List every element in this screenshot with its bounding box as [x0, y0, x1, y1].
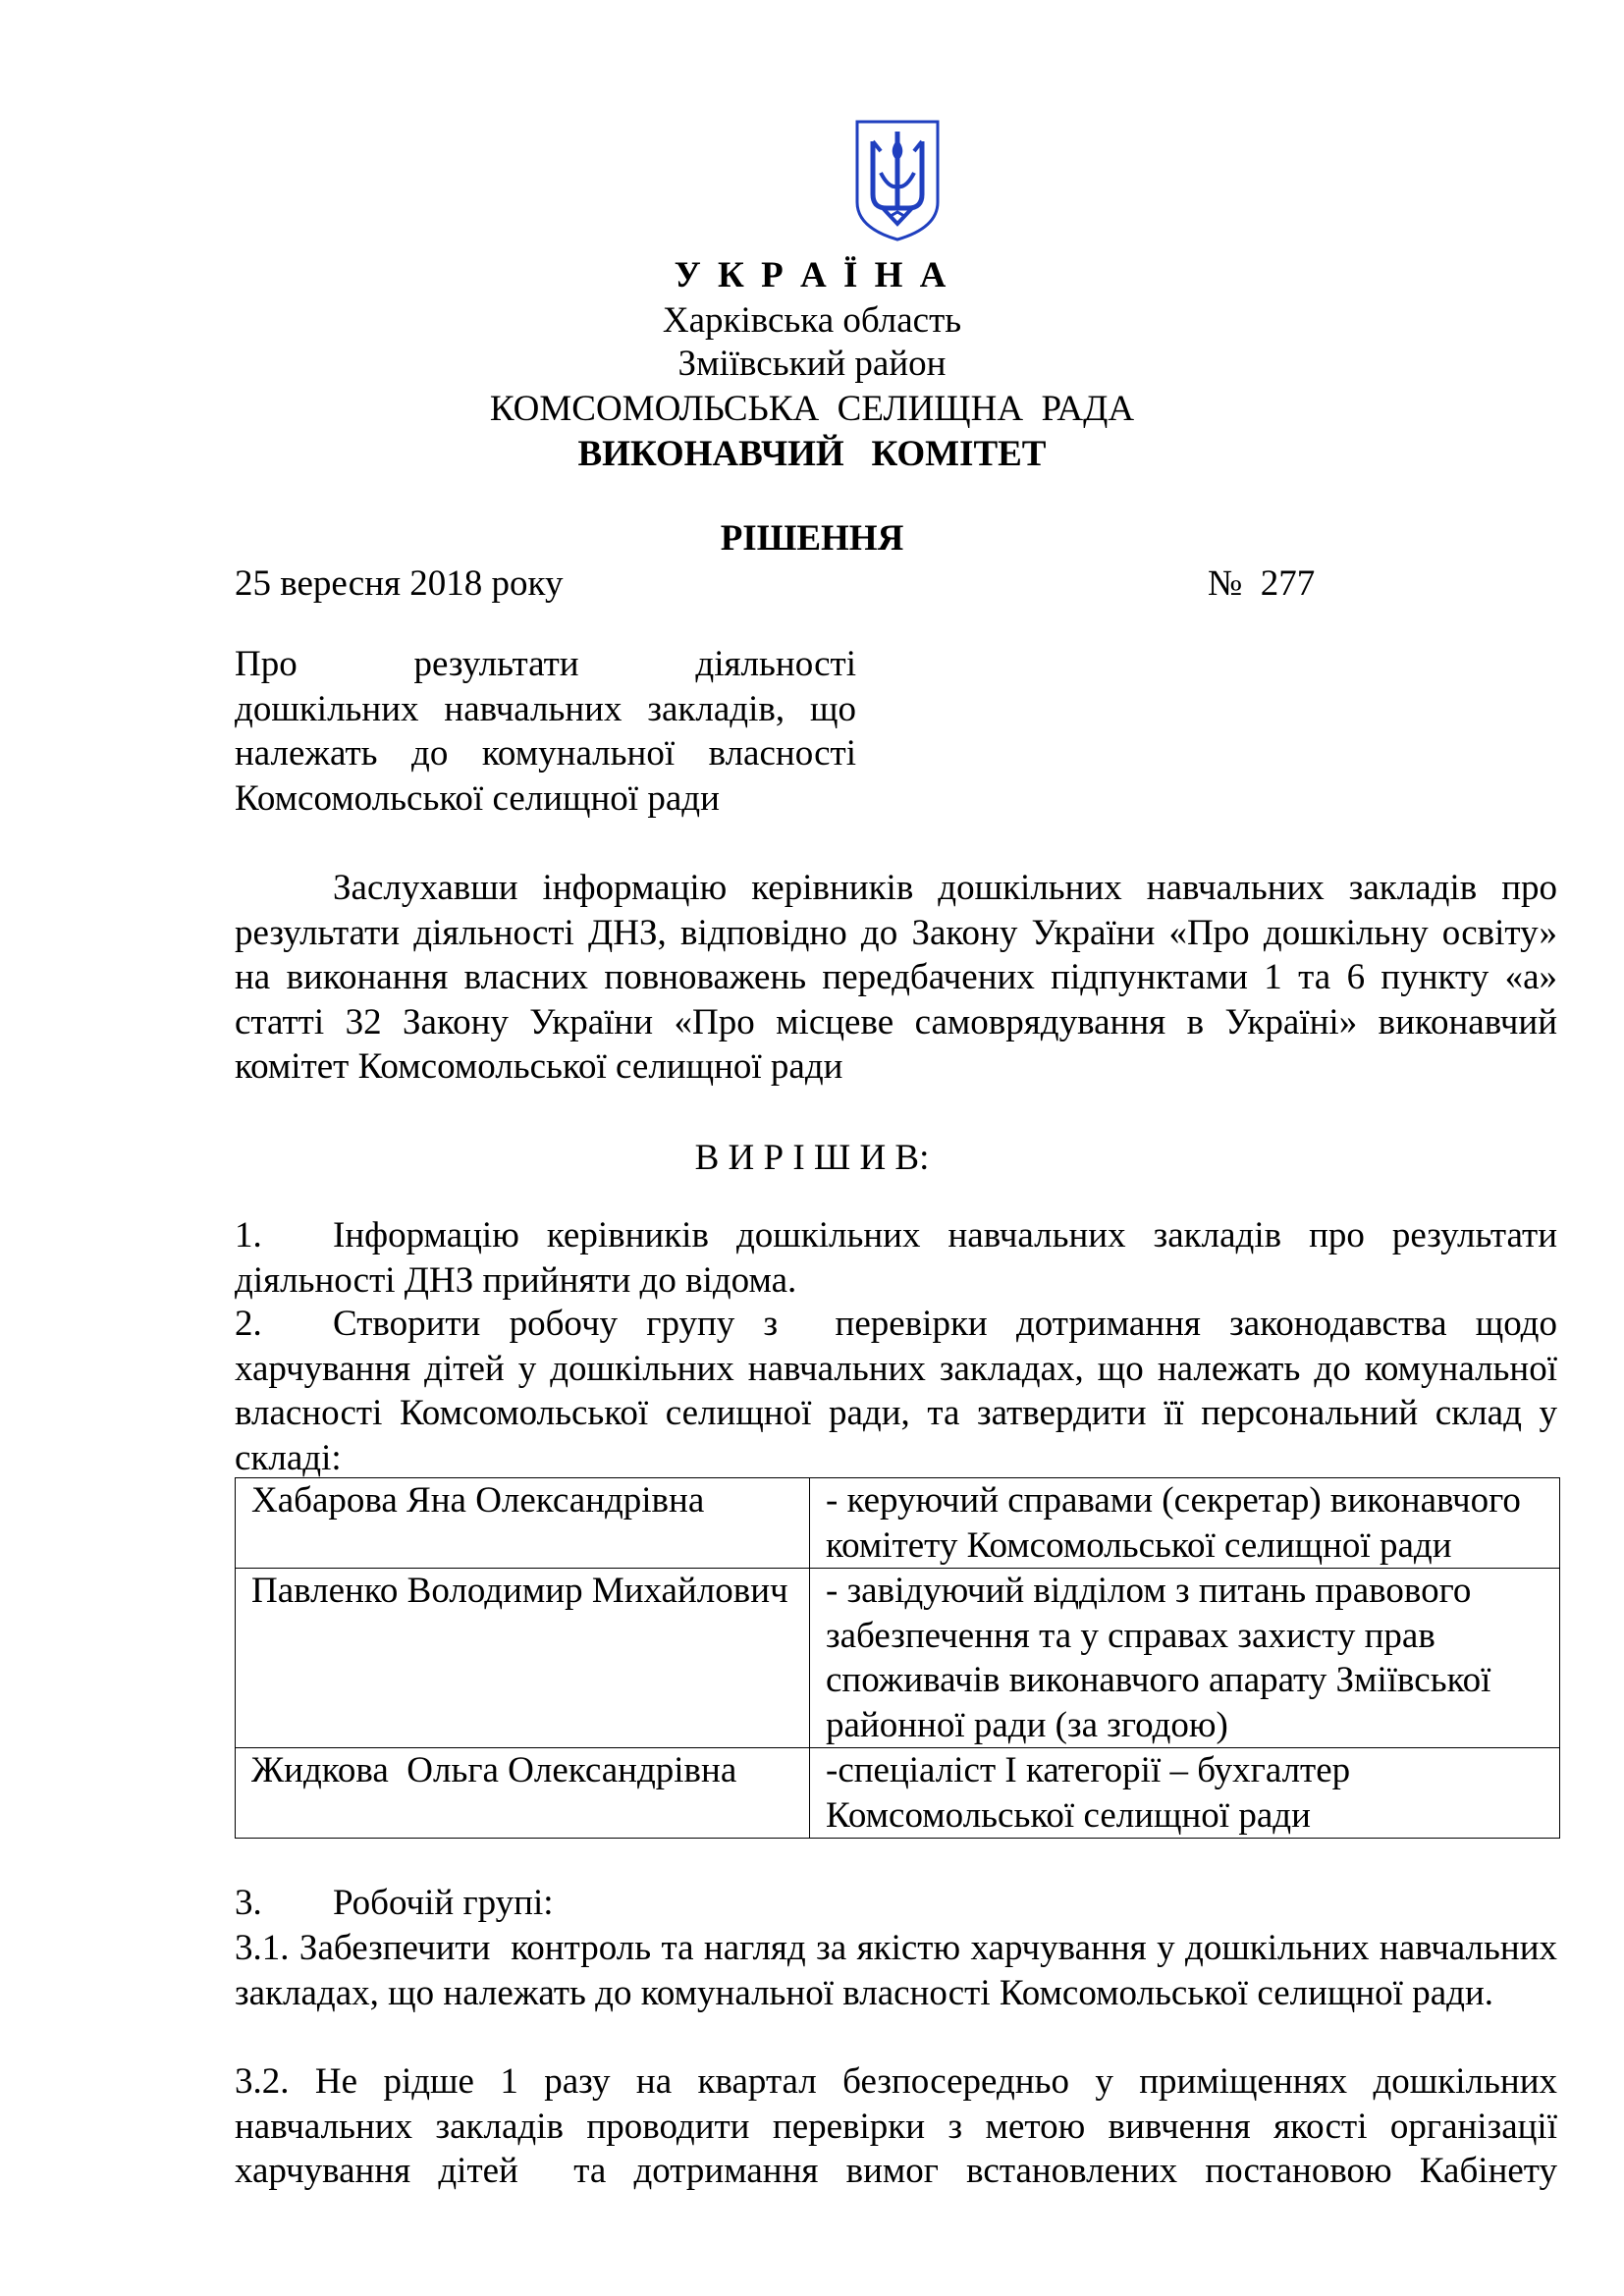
- member-role: - завідуючий відділом з питань правового забезпечення та у справах захисту прав споживачів виконавчого апарату Зміївської районної ради (за згодою): [810, 1569, 1560, 1748]
- document-subject: [235, 642, 856, 821]
- item-text: Інформацію керівників дошкільних навчальних закладів про результати діяльності ДНЗ прийняти до відома.: [235, 1215, 1557, 1301]
- resolved-heading: В И Р І Ш И В:: [694, 1138, 930, 1178]
- document-number: № 277: [1208, 563, 1316, 604]
- subject-line: належать до комунальної власності: [235, 733, 856, 774]
- member-role: -спеціаліст І категорії – бухгалтер Комсомольської селищної ради: [810, 1748, 1560, 1839]
- item-number: 2.: [235, 1304, 262, 1344]
- subject-line: дошкільних навчальних закладів, що: [235, 688, 856, 729]
- item-3: [235, 1881, 1557, 1926]
- item-3-1: 3.1. Забезпечити контроль та нагляд за якістю харчування у дошкільних навчальних закладах, що належать до комунальної власності Комсомольської селищної ради.: [235, 1928, 1567, 2013]
- district-line: Зміївський район: [677, 344, 947, 384]
- subject-line: Про результати діяльності: [235, 644, 856, 684]
- document-date: 25 вересня 2018 року: [235, 563, 564, 604]
- member-name: Жидкова Ольга Олександрівна: [236, 1748, 810, 1839]
- item-number: 1.: [235, 1215, 262, 1255]
- item-text: Робочій групі:: [333, 1883, 554, 1923]
- country-heading: У К Р А Ї Н А: [674, 255, 950, 295]
- member-name: Павленко Володимир Михайлович: [236, 1569, 810, 1748]
- document-type-title: РІШЕННЯ: [720, 518, 904, 559]
- committee-line: ВИКОНАВЧИЙ КОМІТЕТ: [577, 434, 1047, 474]
- region-line: Харківська область: [662, 300, 962, 341]
- table-row: [236, 1748, 1560, 1839]
- table-row: [236, 1569, 1560, 1748]
- item-text: Створити робочу групу з перевірки дотримання законодавства щодо харчування дітей у дошкільних навчальних закладах, що належать до комунальної власності Комсомольської селищної ради, та затвердити її персональний склад у складі:: [235, 1304, 1567, 1478]
- member-role: - керуючий справами (секретар) виконавчого комітету Комсомольської селищної ради: [810, 1478, 1560, 1569]
- working-group-table: [235, 1477, 1560, 1839]
- member-name: Хабарова Яна Олександрівна: [236, 1478, 810, 1569]
- table-row: [236, 1478, 1560, 1569]
- item-number: 3.: [235, 1883, 262, 1923]
- coat-of-arms-icon: [853, 118, 942, 243]
- item-3-2: 3.2. Не рідше 1 разу на квартал безпосередньо у приміщеннях дошкільних навчальних закладів проводити перевірки з метою вивчення якості організації харчування дітей та дотримання вимог встановлених постановою Кабінету: [235, 2061, 1567, 2191]
- preamble-paragraph: Заслухавши інформацію керівників дошкільних навчальних закладів про результати діяльності ДНЗ, відповідно до Закону України «Про дошкільну освіту» на виконання власних повноважень передбачених підпунктами 1 та 6 пункту «а» статті 32 Закону України «Про місцеве самоврядування в Україні» виконавчий комітет Комсомольської селищної ради: [235, 868, 1557, 1087]
- item-1: [235, 1213, 1557, 1303]
- subject-line: Комсомольської селищної ради: [235, 777, 720, 819]
- item-2: [235, 1302, 1567, 1480]
- council-line: КОМСОМОЛЬСЬКА СЕЛИЩНА РАДА: [489, 389, 1135, 429]
